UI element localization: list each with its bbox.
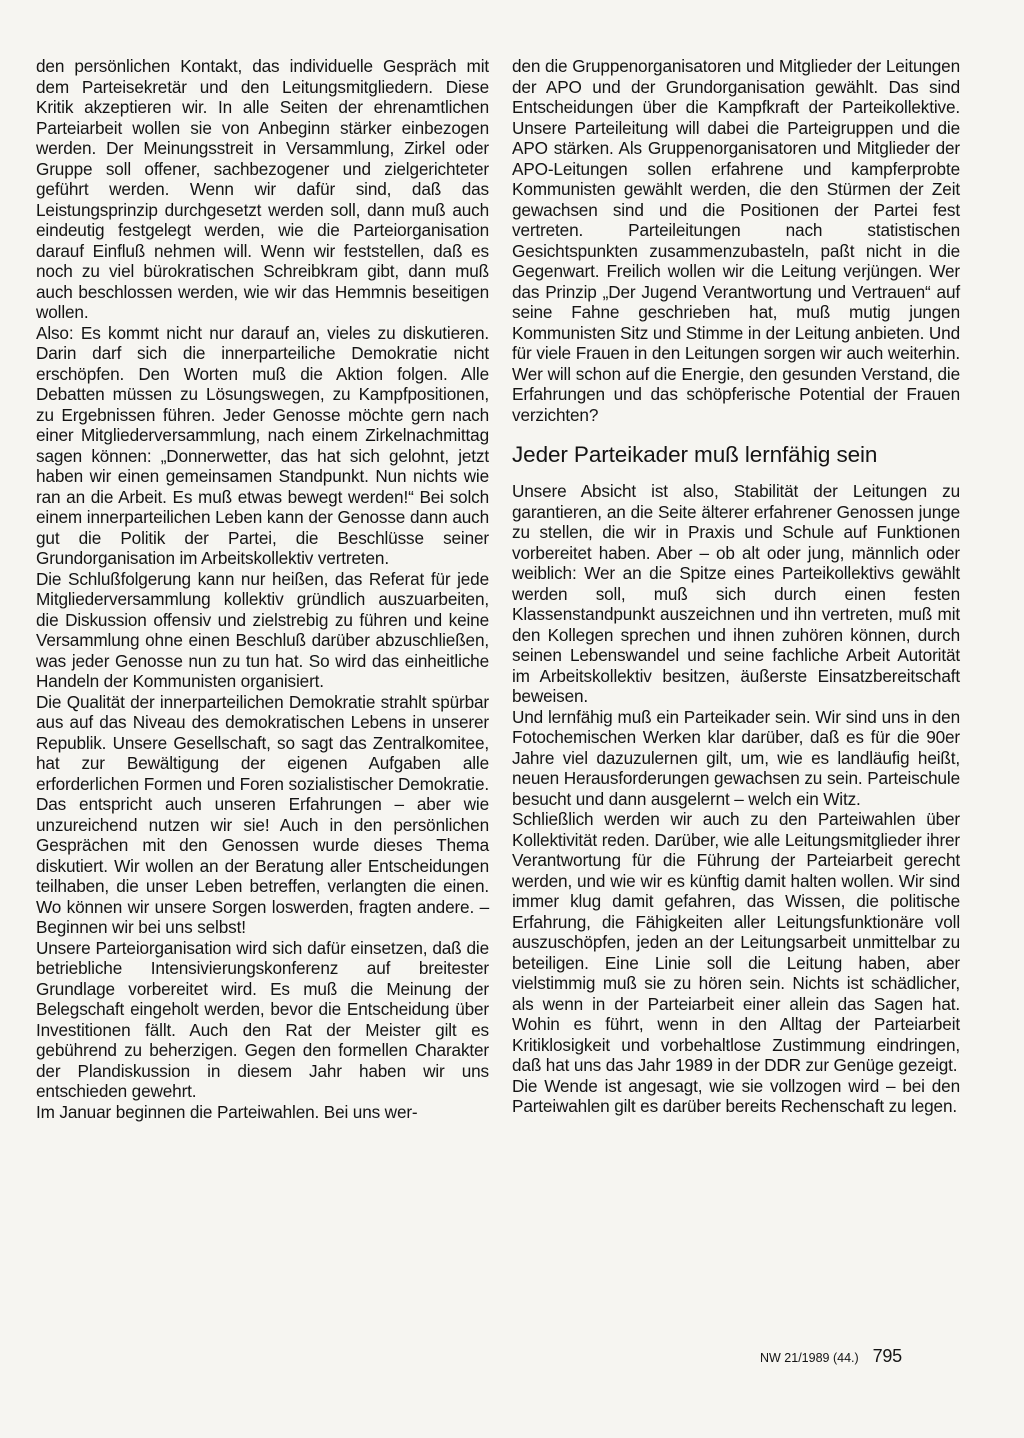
page-footer bbox=[760, 1346, 902, 1367]
page-number: 795 bbox=[872, 1346, 902, 1366]
paragraph: Die Qualität der innerparteilichen Demokratie strahlt spürbar aus auf das Niveau des demokratischen Lebens in unserer Republik. Unsere Gesellschaft, so sagt das Zentralkomitee, hat zur Bewältigung der eigenen Aufgaben alle erforderlichen Formen und Foren sozialistischer Demokratie. Das entspricht auch unseren Erfahrungen – aber wie unzureichend nutzen wir sie! Auch in den persönlichen Gesprächen mit den Genossen wurde dieses Thema diskutiert. Wir wollen an der Beratung aller Entscheidungen teilhaben, die unser Leben betreffen, verlangten die einen. Wo können wir unsere Sorgen loswerden, fragten andere. – Beginnen wir bei uns selbst! bbox=[36, 691, 489, 937]
paragraph: Im Januar beginnen die Parteiwahlen. Bei uns wer- bbox=[36, 1101, 418, 1122]
paragraph: Schließlich werden wir auch zu den Parteiwahlen über Kollektivität reden. Darüber, wie alle Leitungsmitglieder ihrer Verantwortung für die Führung der Parteiarbeit gerecht werden, und wie wir es künftig damit halten wollen. Wir sind immer klug damit gefahren, das Wissen, die politische Erfahrung, die Fähigkeiten aller Leitungsfunktionäre voll auszuschöpfen, jeden an der Leitungsarbeit unmittelbar zu beteiligen. Eine Linie soll die Leitung haben, aber vielstimmig muß sie zu hören sein. Nichts ist schädlicher, als wenn in der Parteiarbeit einer allein das Sagen hat. Wohin es führt, wenn in den Alltag der Parteiarbeit Kritiklosigkeit und vorbehaltlose Zustimmung eindringen, daß hat uns das Jahr 1989 in der DDR zur Genüge gezeigt. bbox=[512, 809, 960, 1075]
paragraph: Unsere Parteiorganisation wird sich dafür einsetzen, daß die betriebliche Intensivierungskonferenz auf breitester Grundlage vorbereitet wird. Es muß die Meinung der Belegschaft eingeholt werden, bevor die Entscheidung über Investitionen fällt. Auch den Rat der Meister gilt es gebührend zu beherzigen. Gegen den formellen Charakter der Plandiskussion in diesem Jahr haben wir uns entschieden gewehrt. bbox=[36, 937, 489, 1101]
right-column bbox=[512, 56, 960, 1117]
paragraph: Und lernfähig muß ein Parteikader sein. Wir sind uns in den Fotochemischen Werken klar darüber, daß es für die 90er Jahre viel dazuzulernen gilt, um, wie es landläufig heißt, neuen Herausforderungen gewachsen zu sein. Parteischule besucht und dann ausgelernt – welch ein Witz. bbox=[512, 706, 960, 809]
paragraph: den die Gruppenorganisatoren und Mitglieder der Leitungen der APO und der Grundorganisation gewählt. Das sind Entscheidungen über die Kampfkraft der Parteikollektive. Unsere Parteileitung will dabei die Parteigruppen und die APO stärken. Als Gruppenorganisatoren und Mitglieder der APO-Leitungen sollen erfahrene und kampferprobte Kommunisten gewählt werden, die den Stürmen der Zeit gewachsen sind und die Positionen der Partei fest vertreten. Parteileitungen nach statistischen Gesichtspunkten zusammenzubasteln, paßt nicht in die Gegenwart. Freilich wollen wir die Leitung verjüngen. Wer das Prinzip „Der Jugend Verantwortung und Vertrauen“ auf seine Fahne geschrieben hat, muß mutig jungen Kommunisten Sitz und Stimme in der Leitung anbieten. Und für viele Frauen in den Leitungen sorgen wir auch weiterhin. Wer will schon auf die Energie, den gesunden Verstand, die Erfahrungen und das schöpferische Potential der Frauen verzichten? bbox=[512, 56, 960, 425]
paragraph: Die Schlußfolgerung kann nur heißen, das Referat für jede Mitgliederversammlung kollektiv gründlich auszuarbeiten, die Diskussion offensiv und zielstrebig zu führen und keine Versammlung ohne einen Beschluß darüber abzuschließen, was jeder Genosse nun zu tun hat. So wird das einheitliche Handeln der Kommunisten organisiert. bbox=[36, 568, 489, 691]
paragraph: Unsere Absicht ist also, Stabilität der Leitungen zu garantieren, an die Seite älterer erfahrener Genossen junge zu stellen, die wir in Praxis und Schule auf Funktionen vorbereitet haben. Aber – ob alt oder jung, männlich oder weiblich: Wer an die Spitze eines Parteikollektivs gewählt werden soll, muß sich durch einen festen Klassenstandpunkt auszeichnen und ihn vertreten, muß mit den Kollegen sprechen und ihnen zuhören können, durch seinen Lebenswandel und seine fachliche Arbeit Autorität im Arbeitskollektiv besitzen, äußerste Einsatzbereitschaft beweisen. bbox=[512, 481, 960, 706]
left-column bbox=[36, 56, 489, 1122]
paragraph: Die Wende ist angesagt, wie sie vollzogen wird – bei den Parteiwahlen gilt es darüber bereits Rechenschaft zu legen. bbox=[512, 1075, 960, 1116]
issue-label: NW 21/1989 (44.) bbox=[760, 1351, 859, 1365]
paragraph: Also: Es kommt nicht nur darauf an, vieles zu diskutieren. Darin darf sich die innerparteiliche Demokratie nicht erschöpfen. Den Worten muß die Aktion folgen. Alle Debatten müssen zu Lösungswegen, zu Kampfpositionen, zu Ergebnissen führen. Jeder Genosse möchte gern nach einer Mitgliederversammlung, nach einem Zirkelnachmittag sagen können: „Donnerwetter, das hat sich gelohnt, jetzt haben wir einen gemeinsamen Standpunkt. Nun nichts wie ran an die Arbeit. Es muß etwas bewegt werden!“ Bei solch einem innerparteilichen Leben kann der Genosse dann auch gut die Politik der Partei, die Beschlüsse seiner Grundorganisation im Arbeitskollektiv vertreten. bbox=[36, 322, 489, 568]
section-heading: Jeder Parteikader muß lernfähig sein bbox=[512, 442, 878, 467]
paragraph: den persönlichen Kontakt, das individuelle Gespräch mit dem Parteisekretär und den Leitungsmitgliedern. Diese Kritik akzeptieren wir. In alle Seiten der ehrenamtlichen Parteiarbeit wollen sie von Anbeginn stärker einbezogen werden. Der Meinungsstreit in Versammlung, Zirkel oder Gruppe soll offener, sachbezogener und zielgerichteter geführt werden. Wenn wir dafür sind, daß das Leistungsprinzip durchgesetzt werden soll, dann muß auch eindeutig festgelegt werden, wie die Parteiorganisation darauf Einfluß nehmen will. Wenn wir feststellen, daß es noch zu viel bürokratischen Schreibkram gibt, dann muß auch beschlossen werden, wie wir das Hemmnis beseitigen wollen. bbox=[36, 56, 489, 322]
